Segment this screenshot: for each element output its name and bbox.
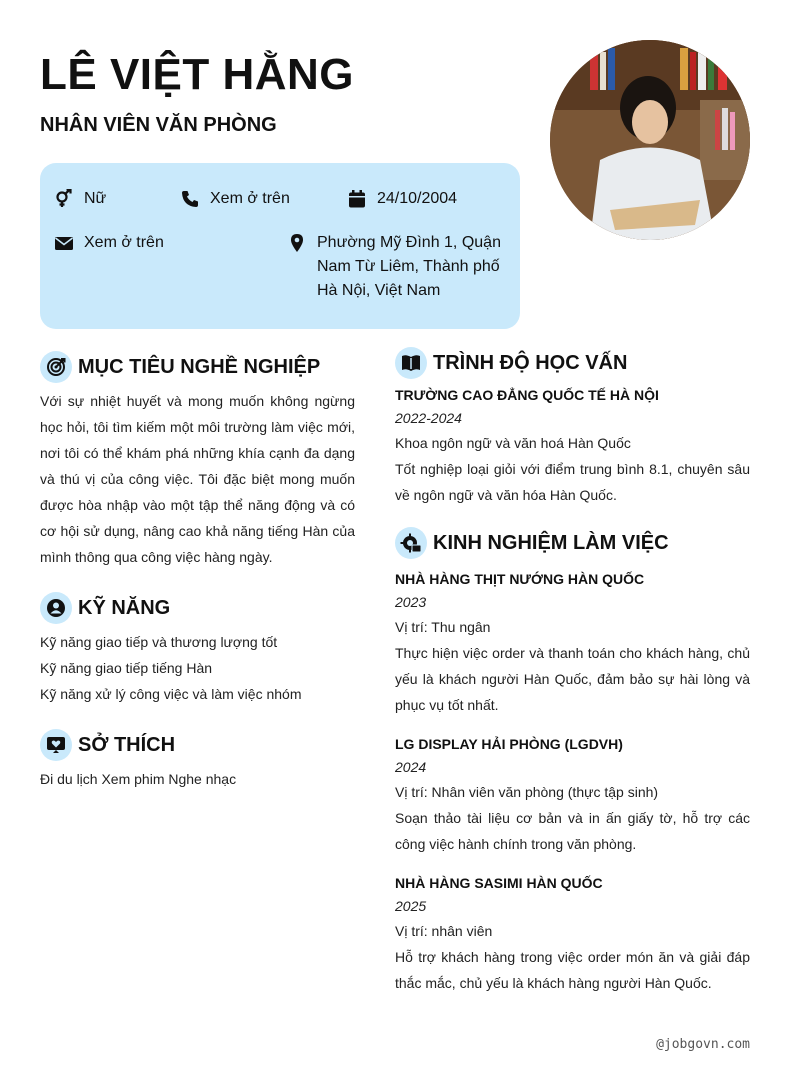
education-school: TRƯỜNG CAO ĐẲNG QUỐC TẾ HÀ NỘI xyxy=(395,387,659,403)
objective-heading: MỤC TIÊU NGHỀ NGHIỆP xyxy=(78,355,321,378)
education-heading: TRÌNH ĐỘ HỌC VẤN xyxy=(433,351,628,374)
contact-box xyxy=(40,163,520,329)
phone-value: Xem ở trên xyxy=(210,190,290,207)
address-value: Phường Mỹ Đình 1, Quận Nam Từ Liêm, Thành phố Hà Nội, Việt Nam xyxy=(317,234,501,299)
hobbies-text: Đi du lịch Xem phim Nghe nhạc xyxy=(40,771,237,787)
contact-gender xyxy=(54,187,106,211)
email-value: Xem ở trên xyxy=(84,234,164,251)
skill-item: Kỹ năng giao tiếp tiếng Hàn xyxy=(40,660,213,676)
job-company: NHÀ HÀNG THỊT NƯỚNG HÀN QUỐC xyxy=(395,571,645,587)
contact-birthday xyxy=(347,187,457,211)
skill-item: Kỹ năng giao tiếp và thương lượng tốt xyxy=(40,634,278,650)
skill-item: Kỹ năng xử lý công việc và làm việc nhóm xyxy=(40,686,302,702)
job-year: 2024 xyxy=(395,759,427,775)
footer-watermark: @jobgovn.com xyxy=(656,1037,750,1052)
objective-text: Với sự nhiệt huyết và mong muốn không ngừng học hỏi, tôi tìm kiếm một môi trường làm việc mới, nơi tôi có thể khám phá những khía cạnh đa dạng và thú vị của công việc. Tôi đặc biệt mong muốn được hòa nhập vào một tập thể năng động và có cơ hội sử dụng, nâng cao khả năng tiếng Hàn của mình thông qua công việc hàng ngày. xyxy=(40,393,355,565)
birthday-value: 24/10/2004 xyxy=(377,190,458,207)
skills-icon xyxy=(40,592,72,624)
location-icon xyxy=(287,233,307,253)
job-company: LG DISPLAY HẢI PHÒNG (LGDVH) xyxy=(395,736,623,752)
job-position: Vị trí: Nhân viên văn phòng (thực tập sinh) xyxy=(395,784,659,800)
phone-icon xyxy=(180,189,200,209)
contact-phone xyxy=(180,187,290,211)
heart-icon xyxy=(40,729,72,761)
profile-photo xyxy=(550,40,750,240)
job-description: Soạn thảo tài liệu cơ bản và in ấn giấy tờ, hỗ trợ các công việc hành chính trong văn phòng. xyxy=(395,810,750,852)
calendar-icon xyxy=(347,189,367,209)
job-title: NHÂN VIÊN VĂN PHÒNG xyxy=(40,114,277,136)
job-description: Hỗ trợ khách hàng trong việc order món ăn và giải đáp thắc mắc, chủ yếu là khách hàng người Hàn Quốc. xyxy=(395,949,750,991)
section-skills-title xyxy=(40,592,170,624)
contact-address xyxy=(287,231,502,303)
briefcase-gear-icon xyxy=(395,527,427,559)
education-detail: Tốt nghiệp loại giỏi với điểm trung bình 8.1, chuyên sâu về ngôn ngữ và văn hóa Hàn Quốc. xyxy=(395,461,750,503)
education-major: Khoa ngôn ngữ và văn hoá Hàn Quốc xyxy=(395,435,631,451)
section-experience-title xyxy=(395,527,669,559)
contact-email xyxy=(54,231,164,255)
hobbies-heading: SỞ THÍCH xyxy=(78,733,176,756)
gender-icon xyxy=(54,189,74,209)
candidate-name: LÊ VIỆT HẰNG xyxy=(40,50,355,99)
job-description: Thực hiện việc order và thanh toán cho khách hàng, chủ yếu là khách người Hàn Quốc, đảm bảo sự hài lòng và phục vụ tốt nhất. xyxy=(395,645,750,713)
section-education-title xyxy=(395,347,627,379)
experience-heading: KINH NGHIỆM LÀM VIỆC xyxy=(433,531,669,554)
job-position: Vị trí: nhân viên xyxy=(395,923,493,939)
job-year: 2025 xyxy=(395,898,427,914)
job-position: Vị trí: Thu ngân xyxy=(395,619,491,635)
section-objective-title xyxy=(40,351,320,383)
email-icon xyxy=(54,233,74,253)
target-icon xyxy=(40,351,72,383)
job-year: 2023 xyxy=(395,594,427,610)
skills-heading: KỸ NĂNG xyxy=(78,596,171,619)
profile-photo-illustration xyxy=(550,40,750,240)
section-hobbies-title xyxy=(40,729,175,761)
education-period: 2022-2024 xyxy=(395,410,462,426)
book-icon xyxy=(395,347,427,379)
gender-value: Nữ xyxy=(84,190,107,207)
job-company: NHÀ HÀNG SASIMI HÀN QUỐC xyxy=(395,875,603,891)
